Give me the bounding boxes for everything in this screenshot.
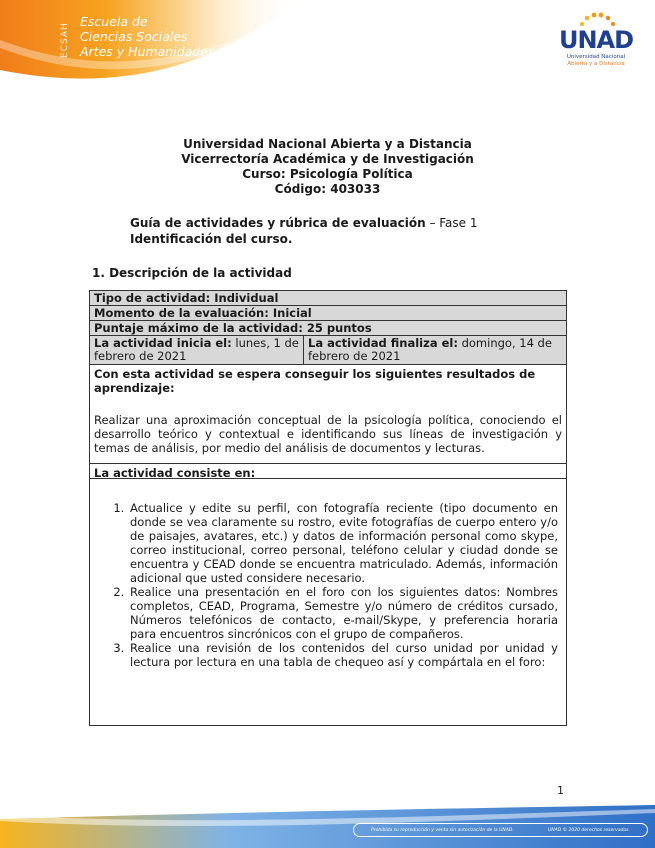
end-date-value: domingo, 14 de febrero de 2021 bbox=[308, 336, 552, 363]
title-line: Código: 403033 bbox=[274, 182, 381, 196]
end-date-cell bbox=[304, 336, 566, 364]
guide-heading bbox=[130, 215, 550, 247]
school-line: Ciencias Sociales bbox=[80, 29, 188, 44]
school-line: Escuela de bbox=[80, 14, 148, 29]
unad-wordmark: UNAD bbox=[558, 26, 634, 54]
activity-table bbox=[89, 290, 567, 726]
activity-steps bbox=[90, 479, 566, 725]
footer-rights: UNAD © 2020 derechos reservados. bbox=[547, 827, 630, 833]
ecsah-vertical-mark: ECSAH bbox=[60, 22, 70, 58]
list-item: 2. Realice una presentación en el foro con los siguientes datos: Nombres completos, CEAD, Programa, Semestre y/o número de créditos cursado, Números telefónicos de contacto, e-mail/Skype, y preferencia horaria para encuentros sincrónicos con el grupo de compañeros. bbox=[128, 585, 558, 641]
guide-phase: – Fase 1 bbox=[425, 216, 478, 230]
footer-notice bbox=[353, 823, 648, 837]
end-date-label: La actividad finaliza el: bbox=[308, 336, 458, 350]
unad-subtitle: Abierta y a Distancia bbox=[567, 61, 625, 67]
header-band bbox=[0, 0, 655, 92]
table-row-tipo: Tipo de actividad: Individual bbox=[90, 291, 566, 306]
footer-copyright-notice: Prohibida su reproducción y venta sin autorización de la UNAD. bbox=[371, 827, 514, 833]
table-row-momento: Momento de la evaluación: Inicial bbox=[90, 306, 566, 321]
school-line: Artes y Humanidades bbox=[80, 44, 215, 59]
unad-subtitle: Universidad Nacional bbox=[566, 54, 626, 60]
title-line: Vicerrectoría Académica y de Investigación bbox=[181, 152, 474, 166]
activity-consists-heading-row bbox=[90, 464, 566, 479]
learning-outcomes-text: Realizar una aproximación conceptual de la psicología política, conociendo el desarrollo teórico y contextual e identificando sus líneas de investigación y temas de análisis, por medio del análisis de documentos y lecturas. bbox=[94, 413, 562, 455]
unad-logo bbox=[556, 10, 636, 82]
start-date-cell bbox=[90, 336, 304, 364]
start-date-value: lunes, 1 de febrero de 2021 bbox=[94, 336, 299, 363]
footer-band bbox=[0, 805, 655, 848]
document-title bbox=[0, 137, 655, 197]
guide-title: Guía de actividades y rúbrica de evaluación bbox=[130, 216, 426, 230]
guide-subtitle: Identificación del curso. bbox=[130, 232, 293, 246]
school-name bbox=[80, 14, 214, 59]
page-number: 1 bbox=[557, 784, 564, 797]
start-date-label: La actividad inicia el: bbox=[94, 336, 232, 350]
table-row-puntaje: Puntaje máximo de la actividad: 25 puntos bbox=[90, 321, 566, 336]
title-line: Curso: Psicología Política bbox=[242, 167, 413, 181]
learning-outcomes-cell bbox=[90, 365, 566, 464]
list-item: 1. Actualice y edite su perfil, con fotografía reciente (tipo documento en donde se vea claramente su rostro, evite fotografías de cuerpo entero y/o de paisajes, avatares, etc.) y datos de información personal como skype, correo institucional, correo personal, teléfono celular y ciudad donde se encuentra y CEAD donde se encuentra matriculado. Además, información adicional que usted considere necesario. bbox=[128, 501, 558, 585]
activity-consists-heading: La actividad consiste en: bbox=[94, 466, 256, 480]
table-row-dates bbox=[90, 336, 566, 365]
list-item: 3. Realice una revisión de los contenidos del curso unidad por unidad y lectura por lectura en una tabla de chequeo así y compártala en el foro: bbox=[128, 641, 558, 669]
section-heading: 1. Descripción de la actividad bbox=[92, 266, 292, 280]
title-line: Universidad Nacional Abierta y a Distancia bbox=[183, 137, 472, 151]
learning-outcomes-heading: Con esta actividad se espera conseguir los siguientes resultados de aprendizaje: bbox=[94, 367, 536, 395]
